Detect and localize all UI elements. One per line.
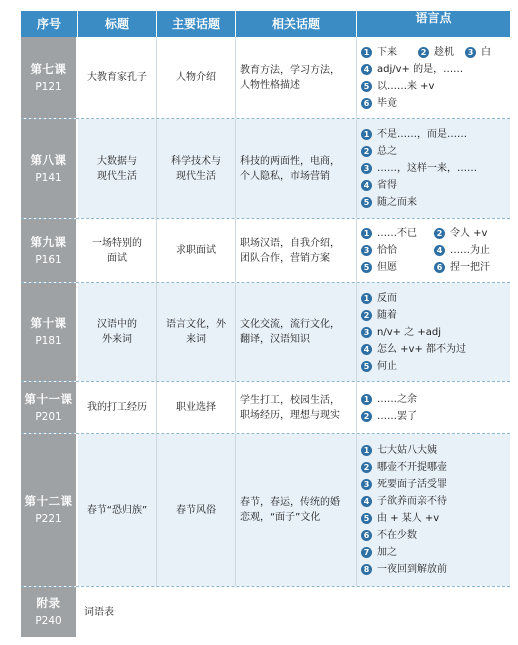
lesson-label: 第九课 (30, 234, 67, 249)
lesson-label: 第八课 (30, 152, 67, 167)
table-row (21, 37, 510, 119)
table-row (21, 283, 510, 382)
lesson-number-cell (21, 434, 78, 586)
language-points (357, 283, 510, 381)
table-row (21, 382, 510, 434)
list-item: 1 不是……，而是…… (361, 126, 506, 143)
header-language-points: 语言点 (415, 11, 452, 25)
lesson-main-topic: 春节风俗 (157, 434, 236, 586)
list-item: 2 随着 (361, 307, 506, 324)
list-item: 5 以……来 +v (361, 78, 506, 95)
lesson-related-topics: 文化交流，流行文化， 翻译，汉语知识 (236, 283, 357, 381)
appendix-page: P240 (35, 615, 62, 627)
lesson-related-topics: 教育方法，学习方法， 人物性格描述 (236, 37, 357, 118)
header-main-topic: 主要话题 (157, 11, 236, 37)
lesson-number-cell (21, 37, 78, 118)
syllabus-table (21, 11, 510, 637)
list-item: 2 趁机 (418, 44, 465, 61)
table-row (21, 434, 510, 587)
list-item: 4 ……为止 (434, 242, 514, 259)
lesson-label: 第七课 (30, 61, 67, 76)
table-row (21, 219, 510, 283)
list-item: 1 七大姑八大姨 (361, 442, 506, 459)
list-item: 3 ……，这样一来，…… (361, 160, 506, 177)
lesson-title: 大数据与 现代生活 (78, 119, 157, 218)
lesson-label: 第十课 (30, 316, 67, 330)
language-points (357, 119, 510, 218)
list-item: 1 ……之余 (361, 391, 506, 408)
language-points (357, 219, 510, 282)
list-item: 3 恰恰 (361, 242, 434, 259)
lesson-related-topics: 科技的两面性，电商， 个人隐私，市场营销 (236, 119, 357, 218)
lesson-page: P201 (35, 410, 62, 423)
lesson-title: 春节“恐归族” (78, 434, 157, 586)
list-item: 3 死要面子活受罪 (361, 476, 506, 493)
list-item: 7 加之 (361, 544, 506, 561)
list-item: 1 反而 (361, 290, 506, 307)
lesson-related-topics: 春节，春运，传统的婚 恋观，“面子”文化 (236, 434, 357, 586)
lesson-main-topic: 科学技术与 现代生活 (157, 119, 236, 218)
language-points (357, 37, 510, 118)
list-item: 1 ……不已 (361, 225, 434, 242)
lesson-number-cell (21, 119, 78, 218)
list-item: 3 白 (465, 44, 505, 61)
list-item: 5 何止 (361, 358, 506, 375)
lesson-main-topic: 职业选择 (157, 382, 236, 433)
header-related-topics: 相关话题 (236, 11, 357, 37)
list-item: 4 省得 (361, 177, 506, 194)
table-row (21, 119, 510, 219)
header-lesson-number: 序号 (21, 11, 78, 37)
table-row-appendix (21, 587, 510, 637)
list-item: 6 毕竟 (361, 95, 506, 112)
list-item: 2 ……罢了 (361, 408, 506, 425)
list-item: 2 令人 +v (434, 225, 514, 242)
lesson-main-topic: 人物介绍 (157, 37, 236, 118)
appendix-number-cell (21, 587, 78, 637)
lesson-related-topics: 职场汉语，自我介绍， 团队合作，营销方案 (236, 219, 357, 282)
list-item: 6 捏一把汗 (434, 259, 514, 276)
lesson-page: P121 (35, 80, 62, 93)
list-item: 5 由 + 某人 +v (361, 510, 506, 527)
list-item: 2 总之 (361, 143, 506, 160)
list-item: 6 不在少数 (361, 527, 506, 544)
list-item: 5 但愿 (361, 259, 434, 276)
appendix-label: 附录 (36, 596, 61, 610)
lesson-title: 一场特别的 面试 (78, 219, 157, 282)
lesson-title: 汉语中的 外来词 (78, 283, 157, 381)
lesson-number-cell (21, 283, 78, 381)
list-item: 4 adj/v+ 的是，…… (361, 61, 506, 78)
lesson-main-topic: 求职面试 (157, 219, 236, 282)
lesson-page: P221 (35, 513, 62, 525)
list-item: 4 怎么 +v+ 都不为过 (361, 341, 506, 358)
lesson-number-cell (21, 382, 78, 433)
lesson-label: 第十二课 (24, 494, 73, 508)
lesson-title: 我的打工经历 (78, 382, 157, 433)
table-header (21, 11, 510, 37)
list-item: 3 n/v+ 之 +adj (361, 324, 506, 341)
lesson-page: P181 (35, 335, 62, 347)
language-points (357, 382, 510, 433)
list-item: 5 随之而来 (361, 194, 506, 211)
lesson-main-topic: 语言文化，外 来词 (157, 283, 236, 381)
language-points (357, 434, 510, 586)
lesson-page: P161 (35, 253, 62, 266)
list-item: 8 一夜回到解放前 (361, 561, 506, 578)
list-item: 2 哪壶不开提哪壶 (361, 459, 506, 476)
lesson-related-topics: 学生打工，校园生活， 职场经历，理想与现实 (236, 382, 357, 433)
list-item: 4 子欲养而亲不待 (361, 493, 506, 510)
lesson-label: 第十一课 (24, 391, 73, 406)
lesson-page: P141 (35, 171, 62, 184)
header-title: 标题 (78, 11, 157, 37)
lesson-title: 大教育家孔子 (78, 37, 157, 118)
lesson-number-cell (21, 219, 78, 282)
list-item: 1 下来 (361, 44, 418, 61)
appendix-title: 词语表 (84, 606, 114, 618)
